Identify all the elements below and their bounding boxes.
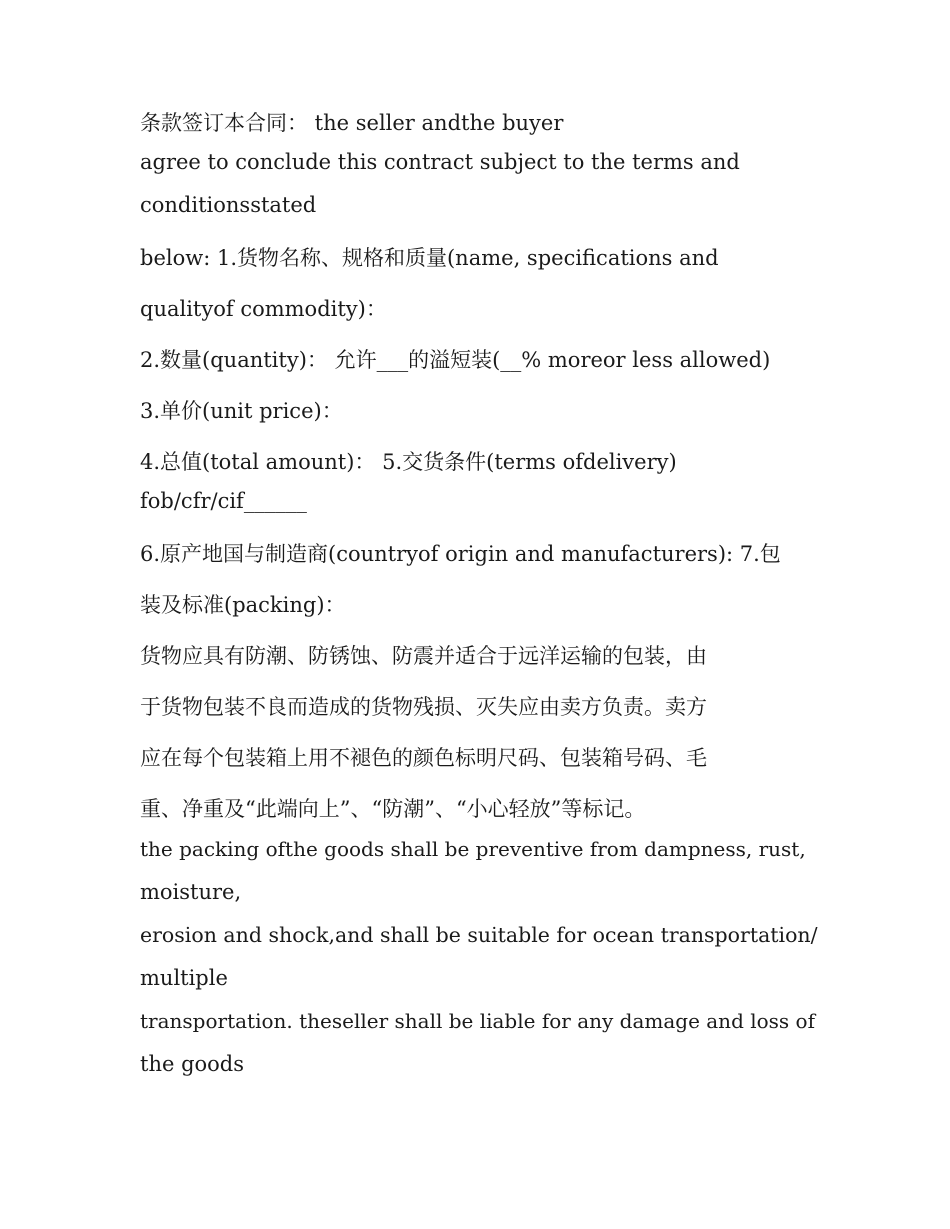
text-line: the goods — [140, 1052, 245, 1076]
text-line: 条款签订本合同： the seller andthe buyer — [140, 111, 564, 135]
text-line: erosion and shock,and shall be suitable for ocean transportation/ — [140, 923, 818, 947]
text-line: fob/cfr/cif______ — [140, 489, 307, 513]
text-line: 于货物包装不良而造成的货物残损、灭失应由卖方负责。卖方 — [140, 695, 707, 719]
text-line: moisture, — [140, 880, 242, 904]
text-line: qualityof commodity)： — [140, 297, 387, 321]
text-line: agree to conclude this contract subject to the terms and — [140, 150, 740, 174]
text-line: 6.原产地国与制造商(countryof origin and manufacturers): 7.包 — [140, 542, 781, 566]
text-line: 重、净重及“此端向上”、“防潮”、“小心轻放”等标记。 — [140, 797, 646, 821]
text-line: 装及标准(packing)： — [140, 593, 346, 617]
text-line: 4.总值(total amount)： 5.交货条件(terms ofdelivery) — [140, 450, 677, 474]
text-line: multiple — [140, 966, 228, 990]
text-line: 应在每个包装箱上用不褪色的颜色标明尺码、包装箱号码、毛 — [140, 746, 707, 770]
text-line: 2.数量(quantity)： 允许___的溢短装(__% moreor less allowed) — [140, 348, 771, 372]
text-line: the packing ofthe goods shall be preventive from dampness, rust, — [140, 837, 806, 861]
text-line: below: 1.货物名称、规格和质量(name, specifications and — [140, 246, 719, 270]
text-line: conditionsstated — [140, 193, 317, 217]
text-line: transportation. theseller shall be liable for any damage and loss of — [140, 1009, 815, 1033]
text-line: 货物应具有防潮、防锈蚀、防震并适合于远洋运输的包装，由 — [140, 644, 707, 668]
text-line: 3.单价(unit price)： — [140, 399, 343, 423]
